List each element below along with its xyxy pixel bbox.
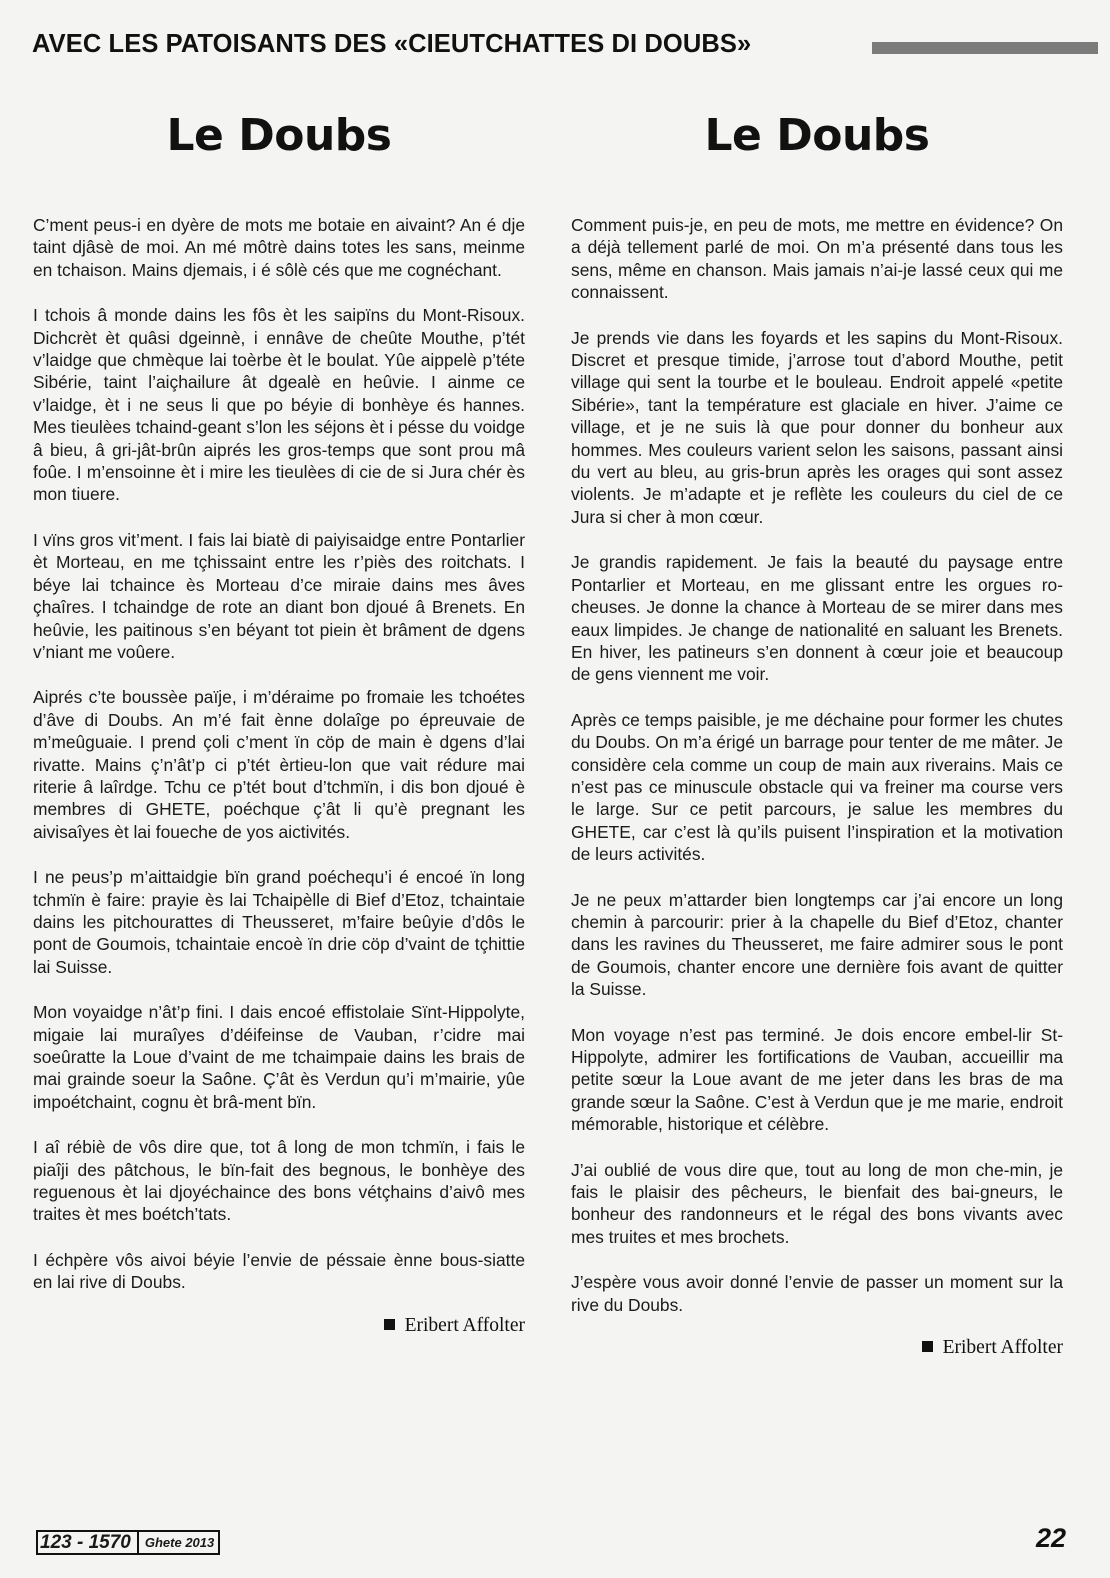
paragraph: Je grandis rapidement. Je fais la beauté du paysage entre Pontarlier et Morteau, en me glissant entre les orgues ro-cheuses. Je donne la chance à Morteau de se mirer dans mes eaux limpides. Je change de nationalité en saluant les Brenets. En hiver, les patineurs s’en donnent à cœur joie et beaucoup de gens viennent me voir. xyxy=(571,552,1063,685)
author-signature xyxy=(571,1337,1063,1359)
paragraph: J’ai oublié de vous dire que, tout au long de mon che-min, je fais le plaisir des pêcheurs, le bienfait des bai-gneurs, le bonheur des randonneurs et le régal des bons vivants avec mes truites et mes brochets. xyxy=(571,1159,1063,1247)
paragraph: C’ment peus-i en dyère de mots me botaie en aivaint? An é dje taint djâsè de moi. An mé môtrè dains totes les sans, meinme en tchaison. Mains djemais, i é sôlè cés que me cognéchant. xyxy=(33,215,525,280)
author-name: Eribert Affolter xyxy=(942,1337,1063,1359)
header-decorative-bar xyxy=(872,42,1098,54)
paragraph: Aiprés c’te boussèe païje, i m’déraime po fromaie les tchoétes d’âve di Doubs. An m’é fait ènne dolaîge po épreuvaie de m’meûguaie. I prend çoli c’ment ïn cöp de main è dgens d’lai rivatte. Mains ç’n’ât’p ci p’tét èrtieu-lon que vait rédure mai riterie â laîrdge. Tchu ce p’tét bout d’tchmïn, i dis bon djoué è membres di GHETE, poéchque ç’ât li qu’è pregnant les aivisaîyes èt lai foueche de yos aictivités. xyxy=(33,687,525,842)
paragraph: I échpère vôs aivoi béyie l’envie de péssaie ènne bous-siatte en lai rive di Doubs. xyxy=(33,1249,525,1293)
paragraph: I ne peus’p m’aittaidgie bïn grand poéchequ’i é encoé ïn long tchmïn è faire: prayie ès lai Tchaipèlle di Bief d’Etoz, tchaintaie dains les pitchourattes di Theusseret, m’faire beûyie d’dôs le pont de Goumois, tchaintaie encoè ïn drie cöp d’vaint de tçhittie lai Suisse. xyxy=(33,867,525,977)
french-column xyxy=(571,104,1063,1359)
paragraph: Après ce temps paisible, je me déchaine pour former les chutes du Doubs. On m’a érigé un barrage pour tenter de me mâter. Je considère cela comme un coup de main aux riverains. Mais ce n’est pas ce minuscule obstacle qui va freiner ma course vers le large. Sur ce petit parcours, je salue les membres du GHETE, car c’est là qu’ils puisent l’inspiration et la motivation de leurs activités. xyxy=(571,709,1063,865)
square-bullet-icon xyxy=(384,1319,395,1330)
paragraph: Mon voyaidge n’ât’p fini. I dais encoé effistolaie Sïnt-Hippolyte, migaie lai muraîyes d’déifeinse de Vauban, r’cidre mai soeûratte la Loue d’vaint de me tchaimpaie dains les brais de mai grainde soeur la Saône. Ç’ât ès Verdun qu’i m’mairie, yûe impoétchaint, cognu èt brâ-ment bïn. xyxy=(33,1002,525,1112)
square-bullet-icon xyxy=(922,1341,933,1352)
paragraph: Je ne peux m’attarder bien longtemps car j’ai encore un long chemin à parcourir: prier à la chapelle du Bief d’Etoz, chanter dans les ravines du Theusseret, me faire admirer sous le pont de Goumois, chanter encore une dernière fois avant de quitter la Suisse. xyxy=(571,889,1063,1000)
article-title-patois: Le Doubs xyxy=(166,110,392,161)
author-name: Eribert Affolter xyxy=(404,1314,525,1336)
author-signature xyxy=(33,1315,525,1337)
paragraph: I aî rébiè de vôs dire que, tot â long de mon tchmïn, i fais le piaîji des pâtchous, le bïn-fait des begnous, le bonhèye des reguenous èt lai djoyéchaince des bons vétçhains d’aivô mes traites èt mes boétch’tats. xyxy=(33,1137,525,1225)
page-header xyxy=(32,30,1068,64)
issue-number: 123 - 1570 xyxy=(40,1532,131,1553)
publication-name: Ghete 2013 xyxy=(137,1532,218,1553)
article-title-french: Le Doubs xyxy=(704,110,930,161)
paragraph: I vïns gros vit’ment. I fais lai biatè di paiyisaidge entre Pontarlier èt Morteau, en me tçhissaint entre les r’piès des roitchats. I béye lai tchaince ès Morteau d’ce miraie dains mes âves çhaîres. I tchaindge de rote an diant bon djoué â Brenets. En heûvie, les paitinous s’en béyant tot piein èt brâment de dgens v’niant me voûere. xyxy=(33,529,525,662)
paragraph: J’espère vous avoir donné l’envie de passer un moment sur la rive du Doubs. xyxy=(571,1272,1063,1315)
paragraph: Je prends vie dans les foyards et les sapins du Mont-Risoux. Discret et presque timide, j’arrose tout d’abord Mouthe, petit village qui sent la tourbe et le bouleau. Endroit appelé «petite Sibérie», tant la température est glaciale en hiver. J’aime ce village, et je ne suis là que pour donner du bonheur aux hommes. Mes couleurs varient selon les saisons, passant ainsi du vert au bleu, au gris-brun après les orages qui sont assez violents. Je m’adapte et je reflète les couleurs du ciel de ce Jura si cher à mon cœur. xyxy=(571,327,1063,527)
issue-box xyxy=(36,1530,220,1555)
paragraph: Mon voyage n’est pas terminé. Je dois encore embel-lir St-Hippolyte, admirer les fortifications de Vauban, accueillir ma petite sœur la Loue avant de me jeter dans les bras de ma grande sœur la Saône. C’est à Verdun que je me marie, endroit mémorable, historique et célèbre. xyxy=(571,1024,1063,1135)
paragraph: Comment puis-je, en peu de mots, me mettre en évidence? On a déjà tellement parlé de moi. On m’a présenté dans tous les sens, même en chanson. Mais jamais n’ai-je lassé ceux qui me connaissent. xyxy=(571,215,1063,303)
patois-column xyxy=(33,104,525,1337)
paragraph: I tchois â monde dains les fôs èt les saipïns du Mont-Risoux. Dichcrèt èt quâsi dgeinnè, i ennâve de cheûte Mouthe, p’tét v’laidge que chmèque lai toèrbe èt le boulat. Yûe aippelè p’téte Sibérie, taint l’aiçhailure ât dgealè en heûvie. I ainme ce v’laidge, èt i ne seus li que po béyie di bonhèye és hannes. Mes tieulèes tchaind-geant s’lon les séjons èt i pésse du voidge â bieu, â gri-jât-brûn aiprés les gros-temps que sont prou mâ foûe. I m’ensoinne èt i mire les tieulèes di cie de si Jura chér ès mon tiuere. xyxy=(33,305,525,505)
page-number: 22 xyxy=(1035,1523,1066,1553)
section-title: AVEC LES PATOISANTS DES «CIEUTCHATTES DI DOUBS» xyxy=(32,30,752,58)
